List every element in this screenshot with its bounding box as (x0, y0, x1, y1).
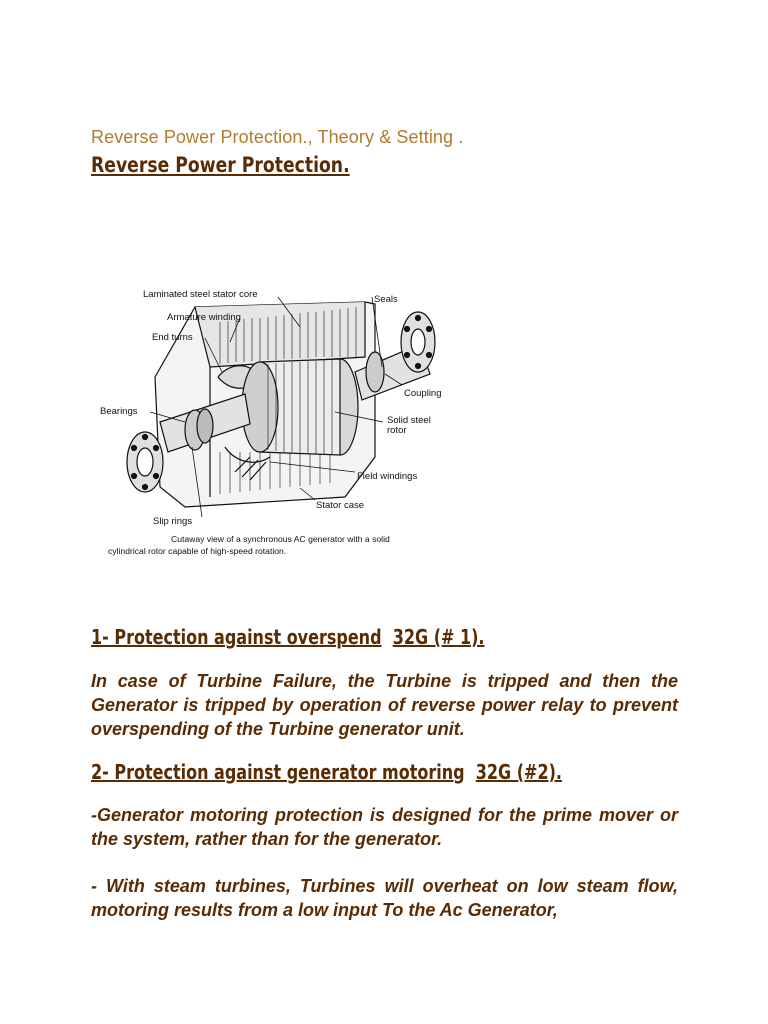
diagram-caption-line-1: Cutaway view of a synchronous AC generator with a solid (171, 534, 390, 544)
document-subtitle: Reverse Power Protection., Theory & Setting . (91, 127, 464, 147)
section-1-paragraph: In case of Turbine Failure, the Turbine is tripped and then the Generator is tripped by operation of reverse power relay to prevent overspending of the Turbine generator unit. (91, 671, 678, 739)
label-field-windings: Field windings (357, 471, 418, 482)
document-title: Reverse Power Protection. (91, 153, 350, 177)
section-1-heading (91, 625, 485, 649)
section-2-paragraph-2: - With steam turbines, Turbines will overheat on low steam flow, motoring results from a low input To the Ac Generator, (91, 876, 678, 920)
section-2-heading (91, 760, 562, 784)
label-coupling: Coupling (404, 388, 442, 399)
generator-cutaway-diagram (100, 282, 450, 560)
label-stator-core: Laminated steel stator core (143, 289, 258, 300)
label-end-turns: End turns (152, 332, 193, 343)
section-1-heading-tag: 32G (# 1). (392, 625, 485, 649)
section-2-heading-text: 2- Protection against generator motoring (91, 760, 465, 784)
label-bearings: Bearings (100, 406, 138, 417)
label-solid-steel-rotor-2: rotor (387, 425, 407, 436)
section-1-heading-text: 1- Protection against overspend (91, 625, 382, 649)
label-stator-case: Stator case (316, 500, 365, 511)
label-armature-winding: Armature winding (167, 312, 241, 323)
section-2-paragraph-1: -Generator motoring protection is designed for the prime mover or the system, rather than for the generator. (91, 805, 678, 849)
label-solid-steel-rotor-1: Solid steel (387, 415, 431, 426)
section-2-heading-tag: 32G (#2). (475, 760, 562, 784)
label-slip-rings: Slip rings (153, 516, 193, 527)
label-seals: Seals (374, 294, 398, 305)
generator-illustration (127, 297, 435, 517)
diagram-caption-line-2: cylindrical rotor capable of high-speed rotation. (108, 546, 287, 556)
